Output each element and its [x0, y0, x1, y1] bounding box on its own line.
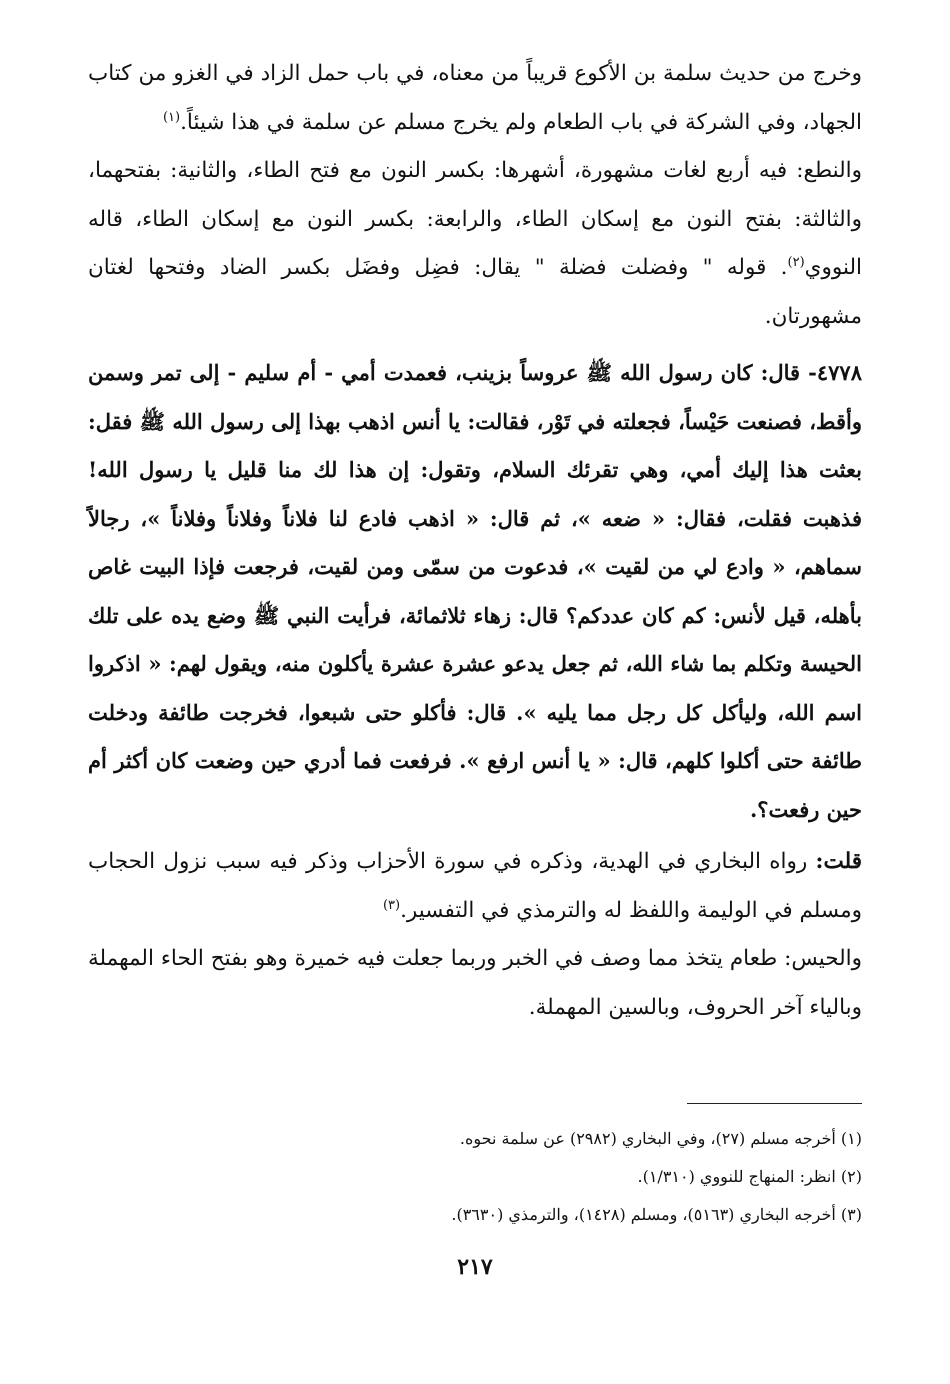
footnote-3: (٣) أخرجه البخاري (٥١٦٣)، ومسلم (١٤٢٨)، والترمذي (٣٦٣٠). — [451, 1205, 862, 1224]
paragraph-5: والحيس: طعام يتخذ مما وصف في الخبر وربما جعلت فيه خميرة وهو بفتح الحاء المهملة وبالياء آخر الحروف، وبالسين المهملة. — [88, 946, 862, 1020]
paragraph-4-text: رواه البخاري في الهدية، وذكره في سورة الأحزاب وذكر فيه سبب نزول الحجاب ومسلم في الوليمة واللفظ له والترمذي في التفسير. — [88, 849, 862, 923]
spacer — [88, 341, 862, 349]
footnote-ref-1: (١) — [162, 109, 181, 125]
paragraph-2-text-b: . قوله " وفضلت فضلة " يقال: فضِل وفضَل بكسر الضاد وفتحها لغتان مشهورتان. — [88, 255, 862, 329]
footnote-ref-2: (٢) — [787, 254, 805, 270]
footnote-divider — [687, 1103, 862, 1104]
footnote-1: (١) أخرجه مسلم (٢٧)، وفي البخاري (٢٩٨٢) عن سلمة نحوه. — [459, 1129, 862, 1148]
hadith-paragraph: ٤٧٧٨- قال: كان رسول الله ﷺ عروساً بزينب، فعمدت أمي - أم سليم - إلى تمر وسمن وأقط، فصنعت حَيْساً، فجعلته في تَوْر، فقالت: يا أنس اذهب بهذا إلى رسول الله ﷺ فقل: بعثت هذا إليك أمي، وهي تقرئك السلام، وتقول: إن هذا لك منا قليل يا رسول الله! فذهبت فقلت، فقال: « ضعه »، ثم قال: « اذهب فادع لنا فلاناً وفلاناً وفلاناً »، رجالاً سماهم، « وادع لي من لقيت »، فدعوت من سمّى ومن لقيت، فرجعت فإذا البيت غاص بأهله، قيل لأنس: كم كان عددكم؟ قال: زهاء ثلاثمائة، فرأيت النبي ﷺ وضع يده على تلك الحيسة وتكلم بما شاء الله، ثم جعل يدعو عشرة عشرة يأكلون منه، ويقول لهم: « اذكروا اسم الله، وليأكل كل رجل مما يليه ». قال: فأكلو حتى شبعوا، فخرجت طائفة ودخلت طائفة حتى أكلوا كلهم، قال: « يا أنس ارفع ». فرفعت فما أدري حين وضعت كان أكثر أم حين رفعت؟. — [88, 360, 862, 822]
paragraph-1 — [88, 50, 862, 147]
paragraph-2-text-a: والنطع: فيه أربع لغات مشهورة، أشهرها: بكسر النون مع فتح الطاء، والثانية: بفتحهما، والثالثة: بفتح النون مع إسكان الطاء، والرابعة: بكسر النون مع إسكان الطاء، قاله النووي — [88, 158, 862, 280]
paragraph-1-text: وخرج من حديث سلمة بن الأكوع قريباً من معناه، في باب حمل الزاد في الغزو من كتاب الجهاد، وفي الشركة في باب الطعام ولم يخرج مسلم عن سلمة في هذا شيئاً. — [88, 61, 862, 135]
footnotes — [88, 1120, 862, 1234]
paragraph-4 — [88, 838, 862, 935]
page-number: ٢١٧ — [457, 1254, 493, 1280]
footnote-2: (٢) انظر: المنهاج للنووي (١/٣١٠). — [637, 1167, 862, 1186]
footnote-ref-3: (٣) — [382, 897, 401, 913]
paragraph-2 — [88, 147, 862, 341]
paragraph-4-lead: قلت: — [815, 849, 862, 874]
